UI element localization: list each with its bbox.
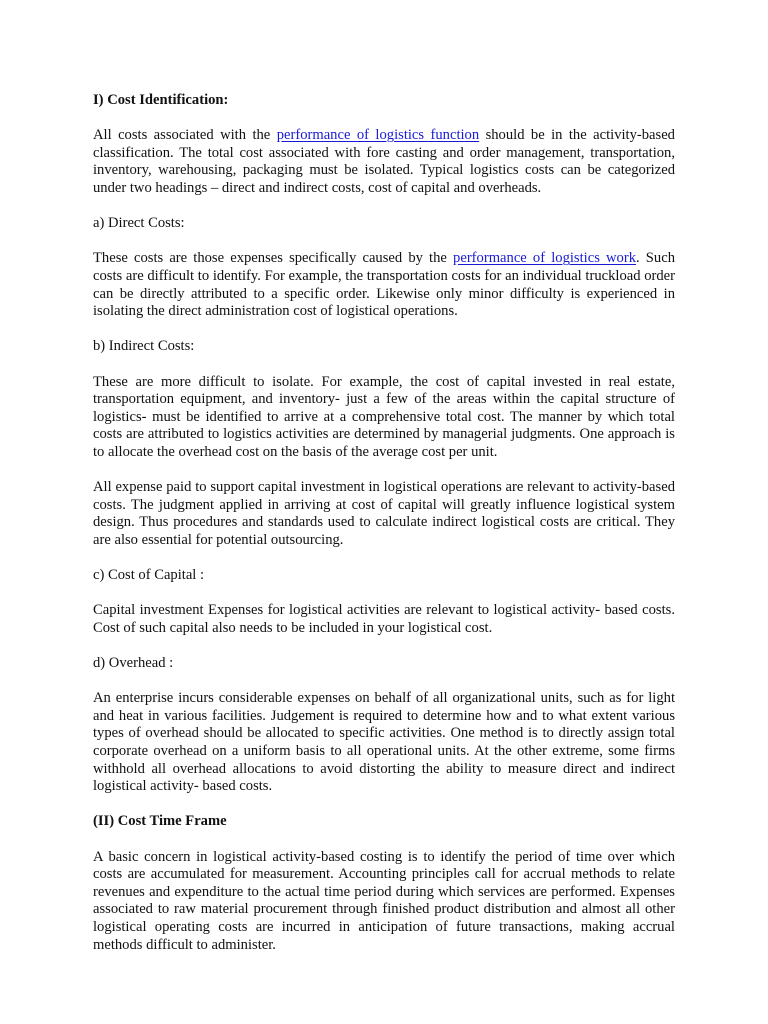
paragraph-indirect-costs-2: All expense paid to support capital investment in logistical operations are relevant to activity-based costs. The judgment applied in arriving at cost of capital will greatly influence logistical system design. Thus procedures and standards used to calculate indirect logistical costs are critical. They are also essential for potential outsourcing. bbox=[93, 479, 675, 548]
paragraph-indirect-costs-1: These are more difficult to isolate. For example, the cost of capital invested in real estate, transportation equipment, and inventory- just a few of the areas within the capital structure of logistics- must be identified to arrive at a comprehensive total cost. The manner by which total costs are attributed to logistics activities are determined by managerial judgments. One approach is to allocate the overhead cost on the basis of the average cost per unit. bbox=[93, 373, 675, 460]
paragraph-cost-of-capital: Capital investment Expenses for logistical activities are relevant to logistical activity- based costs. Cost of such capital also needs to be included in your logistical cost. bbox=[93, 602, 675, 636]
document-page bbox=[93, 92, 675, 972]
subheading-direct-costs: a) Direct Costs: bbox=[93, 215, 185, 232]
subheading-cost-of-capital: c) Cost of Capital : bbox=[93, 567, 205, 584]
paragraph-text: All costs associated with the bbox=[93, 127, 277, 144]
link-performance-of-logistics-function[interactable]: performance of logistics function bbox=[276, 127, 480, 144]
paragraph-text: . Such costs are difficult to identify. For example, the transportation costs for an individual truckload order can be directly attributed to a specific order. Likewise only minor difficulty is experienced in isolating the direct administration cost of logistical operations. bbox=[93, 250, 675, 320]
paragraph-direct-costs bbox=[93, 250, 675, 320]
section-heading-cost-time-frame: (II) Cost Time Frame bbox=[93, 813, 227, 830]
section-heading-cost-identification: I) Cost Identification: bbox=[93, 92, 229, 108]
link-performance-of-logistics-work[interactable]: performance of logistics work bbox=[453, 250, 637, 267]
subheading-overhead: d) Overhead : bbox=[93, 655, 174, 671]
paragraph-cost-time-frame: A basic concern in logistical activity-based costing is to identify the period of time over which costs are accumulated for measurement. Accounting principles call for accrual methods to relate revenues and expenditure to the actual time period during which services are performed. Expenses associated to raw material procurement through finished product distribution and almost all other logistical operating costs are incurred in anticipation of future transactions, making accrual methods difficult to administer. bbox=[93, 848, 675, 953]
paragraph-text: should be in the activity-based classification. The total cost associated with fore casting and order management, transportation, inventory, warehousing, packaging must be isolated. Typical logistics costs can be categorized under two headings – direct and indirect costs, cost of capital and overheads. bbox=[93, 127, 675, 196]
paragraph-overhead: An enterprise incurs considerable expenses on behalf of all organizational units, such as for light and heat in various facilities. Judgement is required to determine how and to what extent various types of overhead should be allocated to specific activities. One method is to directly assign total corporate overhead on a uniform basis to all operational units. At the other extreme, some firms withhold all overhead allocations to avoid distorting the ability to measure direct and indirect logistical activity- based costs. bbox=[93, 690, 675, 795]
subheading-indirect-costs: b) Indirect Costs: bbox=[93, 338, 195, 355]
paragraph-cost-identification bbox=[93, 127, 675, 197]
paragraph-text: These costs are those expenses specifically caused by the bbox=[93, 250, 454, 267]
